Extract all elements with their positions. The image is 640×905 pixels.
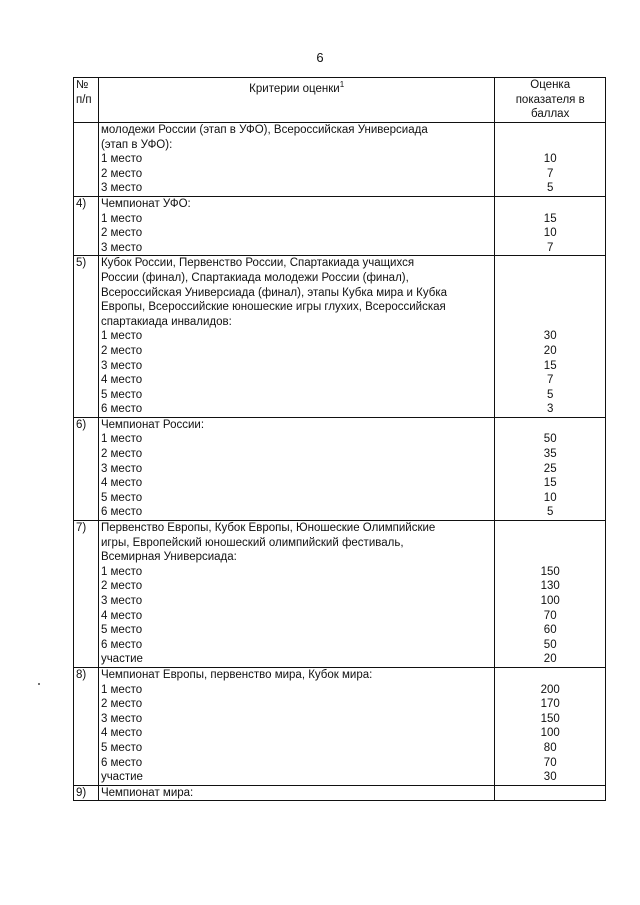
score-value: 10 [543,153,557,166]
criteria-line: Европы, Всероссийские юношеские игры глухих, Всероссийская [100,301,446,314]
table-row [74,256,606,418]
criteria-line: Чемпионат Европы, первенство мира, Кубок мира: [100,668,373,681]
score-value: 100 [540,727,560,740]
criteria-line: Чемпионат мира: [100,786,194,799]
score-value [497,550,603,565]
score-value [497,418,603,433]
score-value: 25 [543,462,557,475]
score-value: 7 [547,167,554,180]
score-value: 15 [543,477,557,490]
page-number: 6 [316,50,324,65]
header-criteria-column [98,78,494,123]
header-number-column [74,78,99,123]
score-value: 150 [540,565,560,578]
criteria-line: 3 место [100,182,143,195]
criteria-line: 3 место [100,595,143,607]
score-value: 10 [543,227,557,240]
criteria-line: 1 место [100,330,143,343]
score-value: 70 [543,756,557,769]
criteria-line: (этап в УФО): [100,138,173,151]
score-value [497,786,603,801]
score-value: 7 [547,374,554,387]
score-value: 80 [543,741,557,754]
criteria-line: 1 место [100,153,143,166]
score-value: 30 [543,330,557,343]
criteria-line: 2 место [100,344,143,357]
criteria-line: спартакиада инвалидов: [100,315,232,328]
criteria-line: 4 место [100,609,143,622]
score-cell [495,521,606,668]
header-num-line-1: № [76,79,89,91]
row-number: 9) [74,785,99,801]
table-row [74,785,606,801]
criteria-line: 5 место [100,741,143,754]
score-value [497,256,603,271]
criteria-line: 2 место [100,698,143,711]
score-value [497,197,603,212]
criteria-line: 6 место [100,756,143,769]
score-value: 50 [543,638,557,651]
criteria-line: 5 место [100,388,143,401]
criteria-cell [98,417,494,520]
score-value: 130 [540,580,560,593]
criteria-line: молодежи России (этап в УФО), Всероссийская Универсиада [100,124,428,136]
score-value: 50 [543,433,557,446]
table-row [74,667,606,785]
criteria-line: 4 место [100,374,143,387]
criteria-line: 6 место [100,506,143,519]
score-value [497,271,603,286]
score-value: 170 [540,698,560,711]
row-number: 4) [74,196,99,255]
criteria-line: Первенство Европы, Кубок Европы, Юношеские Олимпийские [100,522,436,535]
criteria-line: 2 место [100,448,143,461]
score-value: 150 [540,712,560,725]
score-cell [495,123,606,197]
score-value: 5 [547,182,554,195]
criteria-line: игры, Европейский юношеский олимпийский фестиваль, [100,536,404,549]
criteria-line: 1 место [100,212,143,225]
score-value [497,138,603,153]
score-value: 20 [543,344,557,357]
row-number: 6) [74,417,99,520]
table-row [74,123,606,197]
table-body [74,123,606,801]
score-value: 30 [543,771,557,784]
row-number: 7) [74,521,99,668]
score-cell [495,256,606,418]
criteria-line: 5 место [100,491,143,504]
criteria-cell [98,785,494,801]
row-number [74,123,99,197]
criteria-cell [98,667,494,785]
score-value: 15 [543,212,557,225]
score-value: 5 [547,506,554,519]
criteria-line: 2 место [100,227,143,240]
header-score-line-2: показателя в [515,93,585,106]
score-value: 35 [543,448,557,461]
score-value: 5 [547,388,554,401]
header-score-line-1: Оценка [530,79,571,91]
criteria-line: 1 место [100,433,143,446]
score-value: 20 [543,653,557,666]
header-criteria-label: Критерии оценки [249,83,340,95]
criteria-line: 3 место [100,462,143,475]
table-row [74,417,606,520]
criteria-table [73,77,606,801]
criteria-line: 1 место [100,683,143,696]
score-cell [495,667,606,785]
criteria-cell [98,256,494,418]
score-value [497,536,603,551]
criteria-line: участие [100,653,143,666]
score-value [497,123,603,138]
table-row [74,521,606,668]
score-cell [495,417,606,520]
row-number: 8) [74,667,99,785]
header-criteria-footnote: 1 [339,80,345,89]
criteria-line: Кубок России, Первенство России, Спартакиада учащихся [100,257,415,270]
table-row [74,196,606,255]
score-value: 15 [543,359,557,372]
score-value: 100 [540,595,560,607]
criteria-line: 3 место [100,241,143,254]
criteria-line: 2 место [100,580,143,593]
table-header-row [74,78,606,123]
criteria-line: Всемирная Универсиада: [100,551,237,564]
criteria-cell [98,196,494,255]
criteria-line: участие [100,771,143,784]
criteria-line: 4 место [100,477,143,490]
criteria-line: России (финал), Спартакиада молодежи России (финал), [100,271,409,284]
header-score-column [495,78,606,123]
criteria-line: 3 место [100,712,143,725]
score-value: 10 [543,491,557,504]
score-value [497,300,603,315]
criteria-line: Чемпионат УФО: [100,197,191,210]
criteria-cell [98,123,494,197]
criteria-line: 6 место [100,638,143,651]
score-cell [495,785,606,801]
score-value: 200 [540,683,560,696]
score-value [497,315,603,330]
criteria-line: 3 место [100,359,143,372]
score-value [497,521,603,536]
row-number: 5) [74,256,99,418]
score-value: 70 [543,609,557,622]
score-value [497,668,603,683]
criteria-cell [98,521,494,668]
criteria-line: Всероссийская Универсиада (финал), этапы Кубка мира и Кубка [100,286,447,299]
score-value: 3 [547,403,554,416]
criteria-line: 1 место [100,565,143,578]
score-value: 60 [543,624,557,637]
criteria-line: 5 место [100,624,143,637]
criteria-line: 6 место [100,403,143,416]
score-cell [495,196,606,255]
criteria-line: 2 место [100,167,143,180]
header-score-line-3: баллах [531,108,570,121]
header-num-line-2: п/п [76,93,92,106]
criteria-line: 4 место [100,727,143,740]
score-value: 7 [547,241,554,254]
scan-speck [38,683,40,685]
score-value [497,286,603,301]
criteria-line: Чемпионат России: [100,418,205,431]
